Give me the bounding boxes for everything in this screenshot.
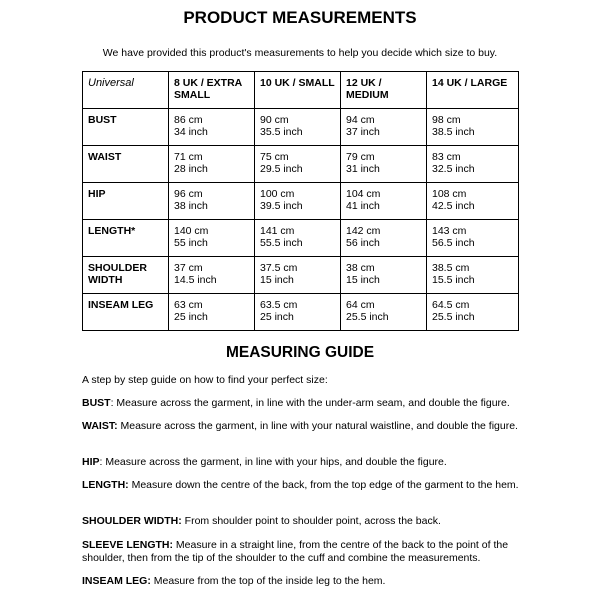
column-header-14uk: 14 UK / LARGE	[427, 72, 519, 109]
table-cell: 100 cm 39.5 inch	[255, 183, 341, 220]
table-row	[83, 294, 519, 331]
table-cell: 64 cm 25.5 inch	[341, 294, 427, 331]
table-cell: 79 cm 31 inch	[341, 146, 427, 183]
table-cell: 86 cm 34 inch	[169, 109, 255, 146]
guide-item-waist: WAIST: Measure across the garment, in line with your natural waistline, and double the figure.	[82, 420, 518, 432]
guide-item-hip: HIP: Measure across the garment, in line with your hips, and double the figure.	[82, 456, 447, 468]
measuring-guide-intro: A step by step guide on how to find your perfect size:	[82, 374, 328, 386]
table-cell: 140 cm 55 inch	[169, 220, 255, 257]
row-label: LENGTH*	[83, 220, 169, 257]
guide-item-inseam-leg: INSEAM LEG: Measure from the top of the inside leg to the hem.	[82, 575, 386, 587]
table-cell: 37.5 cm 15 inch	[255, 257, 341, 294]
table-cell: 94 cm 37 inch	[341, 109, 427, 146]
table-cell: 96 cm 38 inch	[169, 183, 255, 220]
column-header-8uk: 8 UK / EXTRA SMALL	[169, 72, 255, 109]
table-corner-label: Universal	[83, 72, 169, 109]
table-cell: 75 cm 29.5 inch	[255, 146, 341, 183]
table-cell: 38.5 cm 15.5 inch	[427, 257, 519, 294]
table-cell: 143 cm 56.5 inch	[427, 220, 519, 257]
row-label: WAIST	[83, 146, 169, 183]
guide-item-length: LENGTH: Measure down the centre of the back, from the top edge of the garment to the hem.	[82, 479, 519, 491]
table-cell: 90 cm 35.5 inch	[255, 109, 341, 146]
column-header-10uk: 10 UK / SMALL	[255, 72, 341, 109]
table-cell: 63.5 cm 25 inch	[255, 294, 341, 331]
row-label: INSEAM LEG	[83, 294, 169, 331]
table-row	[83, 146, 519, 183]
table-cell: 141 cm 55.5 inch	[255, 220, 341, 257]
table-cell: 142 cm 56 inch	[341, 220, 427, 257]
row-label: BUST	[83, 109, 169, 146]
table-header-row	[83, 72, 519, 109]
page-title: PRODUCT MEASUREMENTS	[183, 8, 417, 27]
guide-item-sleeve-length: SLEEVE LENGTH: Measure in a straight line, from the centre of the back to the point of the shoulder, then from the tip of the shoulder to the cuff and combine the measurements.	[82, 539, 509, 564]
table-cell: 37 cm 14.5 inch	[169, 257, 255, 294]
table-cell: 64.5 cm 25.5 inch	[427, 294, 519, 331]
table-cell: 83 cm 32.5 inch	[427, 146, 519, 183]
table-cell: 63 cm 25 inch	[169, 294, 255, 331]
table-cell: 38 cm 15 inch	[341, 257, 427, 294]
size-table	[82, 71, 519, 331]
table-cell: 108 cm 42.5 inch	[427, 183, 519, 220]
table-row	[83, 220, 519, 257]
table-cell: 98 cm 38.5 inch	[427, 109, 519, 146]
column-header-12uk: 12 UK / MEDIUM	[341, 72, 427, 109]
table-row	[83, 109, 519, 146]
table-row	[83, 257, 519, 294]
row-label: SHOULDER WIDTH	[83, 257, 169, 294]
measuring-guide-title: MEASURING GUIDE	[225, 344, 375, 361]
row-label: HIP	[83, 183, 169, 220]
intro-text: We have provided this product's measurements to help you decide which size to buy.	[102, 47, 498, 59]
table-cell: 104 cm 41 inch	[341, 183, 427, 220]
guide-item-bust: BUST: Measure across the garment, in line with the under-arm seam, and double the figure.	[82, 397, 510, 409]
guide-item-shoulder-width: SHOULDER WIDTH: From shoulder point to shoulder point, across the back.	[82, 515, 441, 527]
table-row	[83, 183, 519, 220]
table-cell: 71 cm 28 inch	[169, 146, 255, 183]
